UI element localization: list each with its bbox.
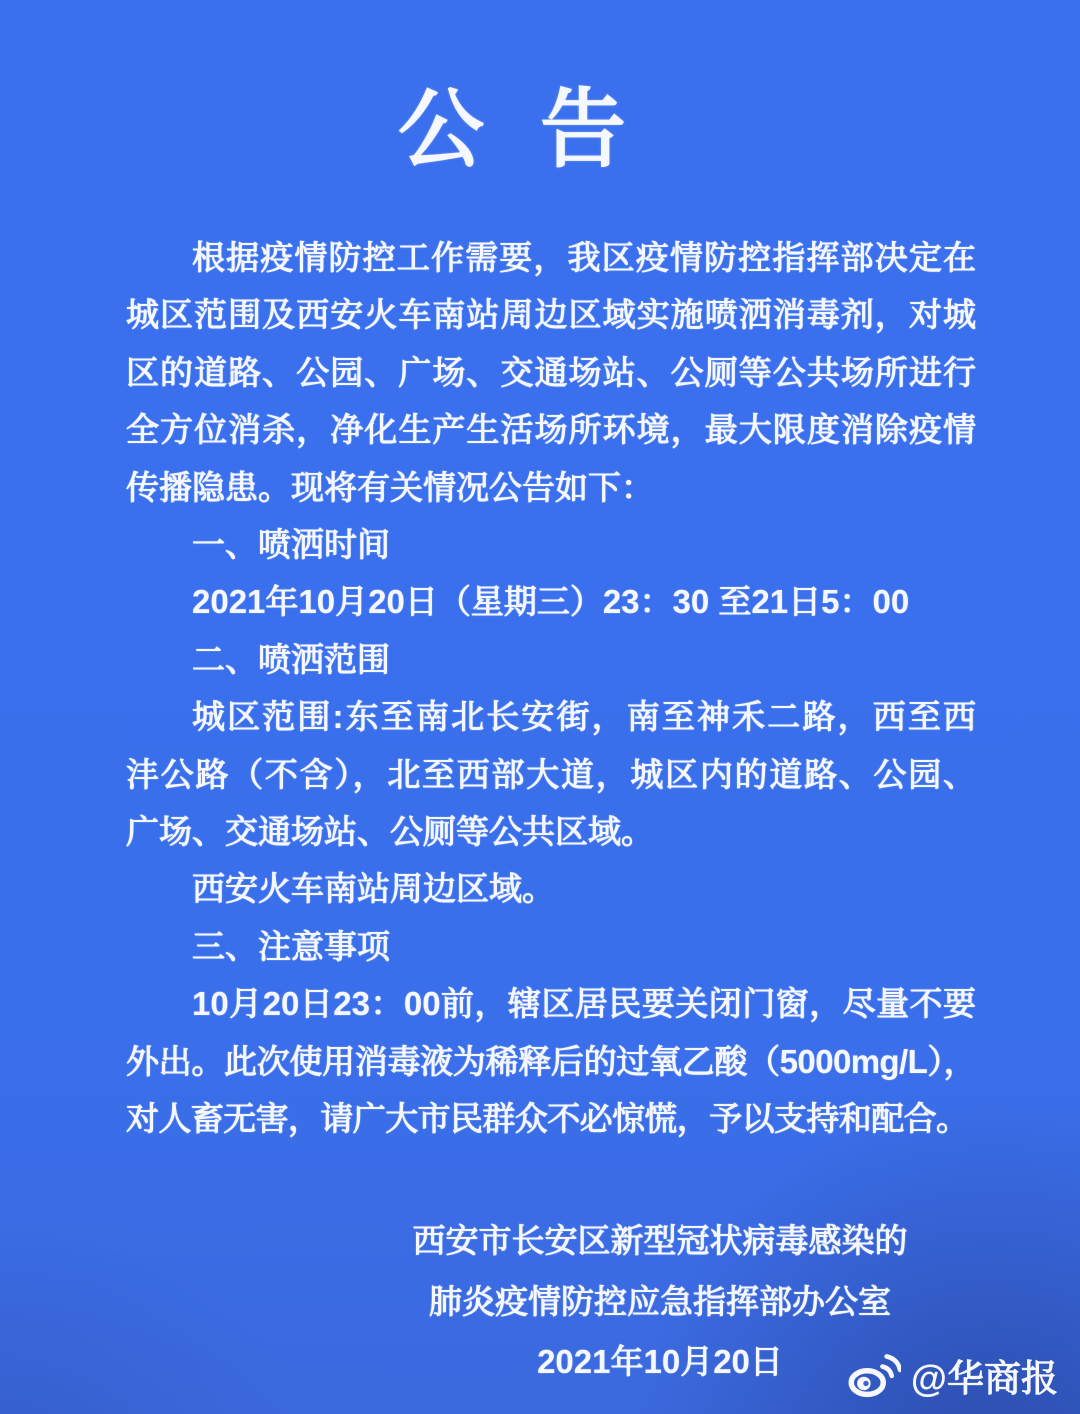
section-line: 10月20日23：00前，辖区居民要关闭门窗，尽量不要 bbox=[192, 985, 976, 1023]
section-line: 广场、交通场站、公厕等公共区域。 bbox=[126, 813, 654, 851]
section-heading-spray-scope: 二、喷洒范围 bbox=[192, 640, 390, 678]
intro-line: 传播隐患。现将有关情况公告如下： bbox=[126, 468, 654, 506]
signature-org-line: 西安市长安区新型冠状病毒感染的 bbox=[412, 1222, 908, 1259]
intro-line: 全方位消杀，净化生产生活场所环境，最大限度消除疫情 bbox=[126, 411, 976, 449]
notice-title: 公告 bbox=[398, 82, 682, 178]
intro-line: 城区范围及西安火车南站周边区域实施喷洒消毒剂，对城 bbox=[126, 296, 976, 334]
section-line: 对人畜无害，请广大市民群众不必惊慌，予以支持和配合。 bbox=[126, 1100, 969, 1138]
section-heading-precautions: 三、注意事项 bbox=[192, 927, 390, 965]
watermark-handle: @华商报 bbox=[910, 1358, 1058, 1399]
signature-date: 2021年10月20日 bbox=[537, 1343, 783, 1380]
section-line: 西安火车南站周边区域。 bbox=[192, 870, 555, 908]
notice-body bbox=[126, 229, 976, 1148]
signature-org-line: 肺炎疫情防控应急指挥部办公室 bbox=[429, 1282, 891, 1320]
section-heading-spray-time: 一、喷洒时间 bbox=[192, 526, 390, 564]
weibo-watermark bbox=[847, 1348, 1058, 1402]
section-line: 2021年10月20日（星期三）23：30 至21日5：00 bbox=[192, 583, 910, 621]
section-line: 城区范围:东至南北长安街，南至神禾二路，西至西 bbox=[192, 698, 976, 736]
section-line: 沣公路（不含），北至西部大道，城区内的道路、公园、 bbox=[126, 755, 976, 793]
intro-line: 根据疫情防控工作需要，我区疫情防控指挥部决定在 bbox=[192, 239, 976, 276]
section-line: 外出。此次使用消毒液为稀释后的过氧乙酸（5000mg/L）， bbox=[126, 1042, 976, 1080]
weibo-icon bbox=[847, 1351, 901, 1399]
intro-line: 区的道路、公园、广场、交通场站、公厕等公共场所进行 bbox=[126, 353, 976, 391]
